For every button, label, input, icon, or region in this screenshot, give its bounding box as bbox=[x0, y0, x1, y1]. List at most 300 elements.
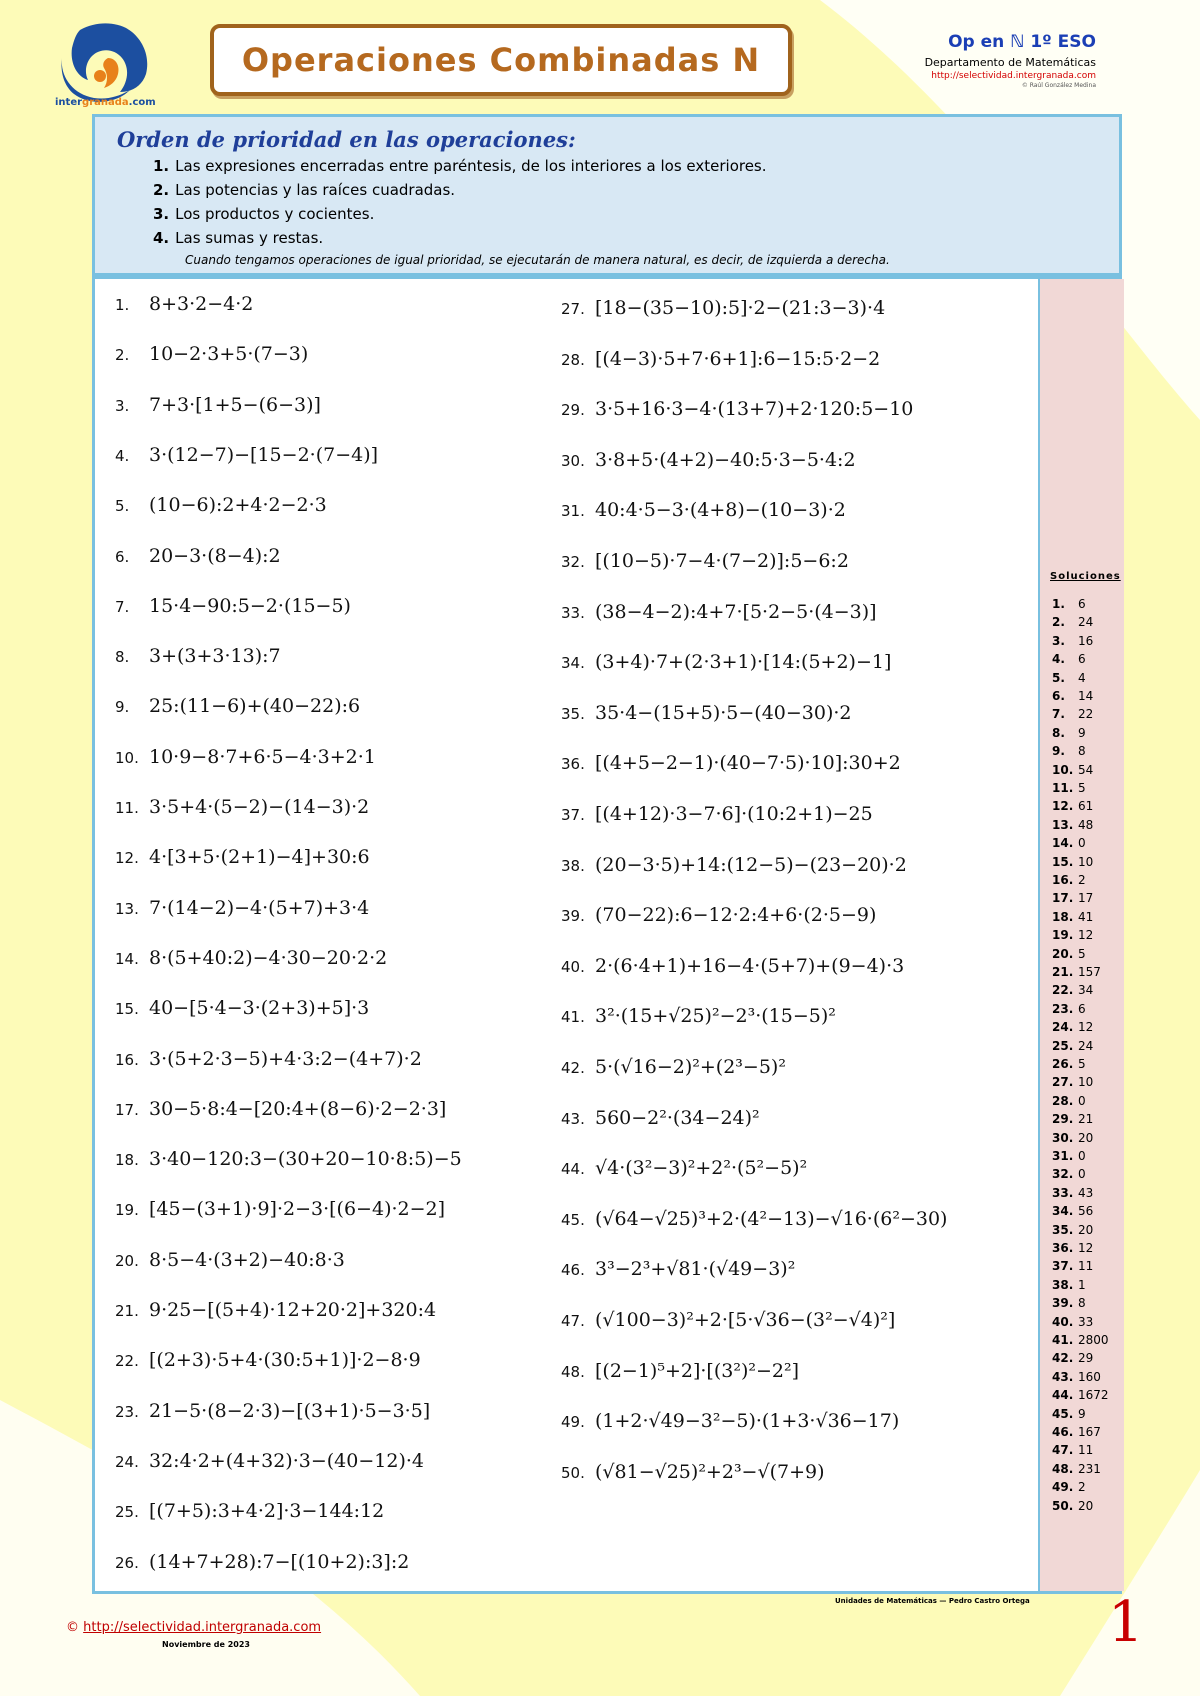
solution-item bbox=[1052, 1057, 1086, 1071]
exercise-item bbox=[561, 854, 907, 876]
exercise-item bbox=[115, 897, 369, 919]
rule-text: Las potencias y las raíces cuadradas. bbox=[175, 181, 456, 199]
solution-item bbox=[1052, 1167, 1086, 1181]
exercise-number: 4. bbox=[115, 446, 130, 465]
solution-value: 2800 bbox=[1078, 1333, 1109, 1347]
exercise-item bbox=[561, 348, 880, 370]
exercise-item bbox=[115, 595, 351, 617]
solution-number: 12. bbox=[1052, 799, 1074, 814]
solution-value: 0 bbox=[1078, 1093, 1086, 1108]
exercise-expression: 8·(5+40:2)−4·30−20·2·2 bbox=[149, 946, 388, 969]
exercise-number: 7. bbox=[115, 597, 130, 616]
author-label: © Raúl González Medina bbox=[1021, 82, 1096, 89]
solution-number: 38. bbox=[1052, 1277, 1074, 1292]
exercise-number: 37. bbox=[561, 806, 585, 824]
exercise-item bbox=[115, 293, 253, 315]
exercise-expression: (14+7+28):7−[(10+2):3]:2 bbox=[149, 1550, 410, 1573]
exercise-expression: 20−3·(8−4):2 bbox=[149, 544, 281, 567]
solution-number: 20. bbox=[1052, 946, 1074, 961]
solution-value: 8 bbox=[1078, 744, 1086, 759]
solution-number: 31. bbox=[1052, 1149, 1074, 1163]
exercise-expression: 10·9−8·7+6·5−4·3+2·1 bbox=[149, 745, 376, 768]
exercise-number: 6. bbox=[115, 547, 130, 566]
exercise-number: 44. bbox=[561, 1160, 585, 1179]
exercise-number: 29. bbox=[561, 401, 585, 420]
exercise-item bbox=[115, 746, 376, 768]
solution-item bbox=[1052, 910, 1093, 924]
footer-url[interactable] bbox=[66, 1620, 321, 1635]
solution-item bbox=[1052, 1259, 1093, 1273]
solution-value: 24 bbox=[1078, 615, 1094, 630]
solution-item bbox=[1052, 1186, 1093, 1200]
solution-item bbox=[1052, 1462, 1101, 1476]
exercise-item bbox=[561, 1309, 895, 1331]
logo-text-granada: granada bbox=[82, 97, 129, 108]
exercise-item bbox=[115, 494, 327, 516]
solution-item bbox=[1052, 1499, 1093, 1513]
exercise-number: 32. bbox=[561, 553, 585, 571]
solution-value: 11 bbox=[1078, 1443, 1094, 1458]
exercise-item bbox=[115, 1500, 384, 1522]
exercise-number: 13. bbox=[115, 899, 139, 918]
title-box bbox=[210, 24, 792, 96]
solution-item bbox=[1052, 1131, 1093, 1145]
solution-number: 5. bbox=[1052, 670, 1065, 685]
solution-value: 14 bbox=[1078, 689, 1094, 703]
exercise-expression: (20−3·5)+14:(12−5)−(23−20)·2 bbox=[595, 853, 907, 876]
solution-number: 36. bbox=[1052, 1241, 1074, 1255]
solution-number: 1. bbox=[1052, 597, 1065, 611]
solution-number: 4. bbox=[1052, 652, 1065, 667]
exercise-item bbox=[115, 1198, 445, 1220]
exercise-number: 48. bbox=[561, 1362, 585, 1381]
solution-item bbox=[1052, 1351, 1093, 1365]
exercise-expression: [45−(3+1)·9]·2−3·[(6−4)·2−2] bbox=[149, 1198, 446, 1221]
solution-value: 6 bbox=[1078, 652, 1086, 667]
exercise-item bbox=[561, 398, 913, 420]
rule-item bbox=[153, 181, 455, 199]
exercise-item bbox=[115, 1148, 462, 1170]
rules-title: Orden de prioridad en las operaciones: bbox=[117, 127, 576, 152]
solution-value: 48 bbox=[1078, 817, 1094, 832]
solution-item bbox=[1052, 983, 1093, 997]
exercise-number: 40. bbox=[561, 957, 585, 976]
exercise-number: 33. bbox=[561, 603, 585, 622]
solution-value: 41 bbox=[1078, 909, 1094, 924]
exercise-item bbox=[561, 1258, 795, 1280]
solution-number: 17. bbox=[1052, 891, 1074, 906]
exercise-item bbox=[561, 550, 849, 572]
exercise-item bbox=[561, 1056, 786, 1078]
exercise-number: 31. bbox=[561, 502, 585, 521]
solution-number: 7. bbox=[1052, 707, 1065, 722]
exercise-item bbox=[561, 1107, 760, 1129]
solution-value: 5 bbox=[1078, 781, 1086, 795]
exercise-item bbox=[561, 601, 877, 623]
exercise-item bbox=[115, 1400, 430, 1422]
solution-value: 54 bbox=[1078, 762, 1094, 777]
solution-value: 33 bbox=[1078, 1314, 1094, 1329]
exercise-expression: (1+2·√49−3²−5)·(1+3·√36−17) bbox=[595, 1410, 900, 1433]
exercise-number: 11. bbox=[115, 799, 139, 817]
exercise-item bbox=[115, 947, 387, 969]
solution-number: 24. bbox=[1052, 1020, 1074, 1035]
rule-note: Cuando tengamos operaciones de igual prioridad, se ejecutarán de manera natural, es decir, de izquierda a derecha. bbox=[185, 253, 890, 267]
rule-number: 1. bbox=[153, 157, 170, 175]
logo-text-inter: inter bbox=[55, 97, 83, 108]
exercise-expression: 3·(12−7)−[15−2·(7−4)] bbox=[149, 443, 379, 466]
solution-number: 47. bbox=[1052, 1443, 1074, 1458]
exercise-number: 25. bbox=[115, 1503, 139, 1522]
exercise-expression: √4·(3²−3)²+2²·(5²−5)² bbox=[595, 1157, 808, 1180]
solution-number: 2. bbox=[1052, 615, 1065, 630]
exercise-expression: [(4−3)·5+7·6+1]:6−15:5·2−2 bbox=[595, 347, 881, 370]
solution-value: 167 bbox=[1078, 1425, 1101, 1439]
solution-value: 5 bbox=[1078, 946, 1086, 961]
page-title: Operaciones Combinadas N bbox=[241, 41, 761, 79]
exercise-expression: 25:(11−6)+(40−22):6 bbox=[149, 695, 361, 718]
exercise-number: 39. bbox=[561, 907, 585, 926]
exercise-number: 21. bbox=[115, 1302, 139, 1320]
exercise-number: 24. bbox=[115, 1452, 139, 1471]
solution-item bbox=[1052, 707, 1093, 721]
solution-number: 41. bbox=[1052, 1333, 1074, 1347]
exercise-item bbox=[561, 1005, 836, 1027]
solution-item bbox=[1052, 1315, 1093, 1329]
exercise-number: 41. bbox=[561, 1008, 585, 1027]
exercise-item bbox=[561, 702, 852, 724]
solution-value: 20 bbox=[1078, 1498, 1094, 1513]
exercise-expression: (√81−√25)²+2³−√(7+9) bbox=[595, 1460, 825, 1483]
solution-item bbox=[1052, 965, 1101, 979]
exercise-expression: 7+3·[1+5−(6−3)] bbox=[149, 393, 321, 416]
solution-item bbox=[1052, 928, 1093, 942]
solution-number: 15. bbox=[1052, 854, 1074, 869]
solution-number: 25. bbox=[1052, 1038, 1074, 1053]
solution-item bbox=[1052, 689, 1093, 703]
rule-item bbox=[153, 157, 767, 175]
exercise-expression: [(4+5−2−1)·(40−7·5)·10]:30+2 bbox=[595, 752, 901, 775]
solution-item bbox=[1052, 947, 1086, 961]
exercise-expression: 4·[3+5·(2+1)−4]+30:6 bbox=[149, 846, 370, 869]
exercise-expression: 35·4−(15+5)·5−(40−30)·2 bbox=[595, 701, 852, 724]
solution-number: 34. bbox=[1052, 1204, 1074, 1219]
exercise-item bbox=[115, 796, 369, 818]
exercise-number: 22. bbox=[115, 1352, 139, 1371]
solution-number: 19. bbox=[1052, 928, 1074, 943]
solution-value: 9 bbox=[1078, 1406, 1086, 1421]
exercise-item bbox=[115, 1450, 424, 1472]
exercise-expression: 10−2·3+5·(7−3) bbox=[149, 343, 309, 366]
solution-value: 0 bbox=[1078, 1149, 1086, 1163]
exercise-number: 10. bbox=[115, 748, 139, 767]
solution-value: 0 bbox=[1078, 1167, 1086, 1182]
solution-value: 1672 bbox=[1078, 1388, 1109, 1403]
header-url[interactable]: http://selectividad.intergranada.com bbox=[931, 71, 1096, 81]
exercise-expression: (√100−3)²+2·[5·√36−(3²−√4)²] bbox=[595, 1309, 896, 1331]
solution-value: 157 bbox=[1078, 965, 1101, 979]
solution-number: 14. bbox=[1052, 836, 1074, 851]
solution-item bbox=[1052, 1480, 1086, 1494]
exercise-item bbox=[115, 1048, 422, 1070]
solution-item bbox=[1052, 1223, 1093, 1237]
exercise-expression: 3·8+5·(4+2)−40:5·3−5·4:2 bbox=[595, 448, 856, 471]
exercise-expression: [(2−1)⁵+2]·[(3²)²−2²] bbox=[595, 1359, 800, 1382]
solution-value: 10 bbox=[1078, 854, 1094, 869]
header-info bbox=[925, 32, 1096, 89]
solution-item bbox=[1052, 1407, 1086, 1421]
solution-value: 10 bbox=[1078, 1075, 1094, 1090]
exercise-item bbox=[115, 444, 378, 466]
exercise-item bbox=[115, 1098, 446, 1120]
exercise-expression: 3³−2³+√81·(√49−3)² bbox=[595, 1258, 796, 1281]
exercise-expression: [(2+3)·5+4·(30:5+1)]·2−8·9 bbox=[149, 1349, 421, 1372]
exercise-item bbox=[115, 846, 370, 868]
solution-item bbox=[1052, 671, 1086, 685]
exercise-item bbox=[115, 1551, 409, 1573]
footer-link[interactable]: http://selectividad.intergranada.com bbox=[83, 1620, 322, 1635]
exercise-number: 23. bbox=[115, 1402, 139, 1421]
solution-item bbox=[1052, 855, 1093, 869]
solution-number: 30. bbox=[1052, 1130, 1074, 1145]
solution-value: 61 bbox=[1078, 799, 1094, 814]
solution-item bbox=[1052, 836, 1086, 850]
exercise-expression: 9·25−[(5+4)·12+20·2]+320:4 bbox=[149, 1299, 437, 1321]
exercise-item bbox=[561, 449, 856, 471]
exercise-expression: 30−5·8:4−[20:4+(8−6)·2−2·3] bbox=[149, 1097, 447, 1120]
solution-number: 13. bbox=[1052, 817, 1074, 832]
department-label: Departamento de Matemáticas bbox=[924, 56, 1096, 69]
solution-number: 49. bbox=[1052, 1480, 1074, 1495]
solution-item bbox=[1052, 726, 1086, 740]
solution-item bbox=[1052, 744, 1086, 758]
exercise-number: 1. bbox=[115, 296, 130, 314]
solution-number: 29. bbox=[1052, 1112, 1074, 1127]
logo-text-com: .com bbox=[128, 97, 156, 108]
solution-number: 35. bbox=[1052, 1222, 1074, 1237]
exercise-expression: 40−[5·4−3·(2+3)+5]·3 bbox=[149, 997, 370, 1020]
solution-value: 12 bbox=[1078, 928, 1094, 943]
exercise-expression: 8+3·2−4·2 bbox=[149, 293, 254, 315]
logo-text bbox=[55, 97, 156, 108]
solution-value: 11 bbox=[1078, 1259, 1094, 1274]
exercise-expression: [(4+12)·3−7·6]·(10:2+1)−25 bbox=[595, 803, 873, 825]
solution-number: 8. bbox=[1052, 725, 1065, 740]
solution-number: 32. bbox=[1052, 1167, 1074, 1182]
exercise-expression: [(10−5)·7−4·(7−2)]:5−6:2 bbox=[595, 550, 849, 572]
exercise-number: 35. bbox=[561, 704, 585, 723]
page-number: 1 bbox=[1108, 1590, 1144, 1655]
exercise-expression: 21−5·(8−2·3)−[(3+1)·5−3·5] bbox=[149, 1399, 431, 1422]
exercise-number: 18. bbox=[115, 1151, 139, 1170]
exercise-item bbox=[115, 1299, 436, 1321]
rule-number: 4. bbox=[153, 229, 170, 247]
solution-value: 22 bbox=[1078, 707, 1094, 722]
exercise-number: 47. bbox=[561, 1312, 585, 1330]
exercise-number: 12. bbox=[115, 849, 139, 868]
priority-rules-box bbox=[92, 114, 1122, 276]
exercise-expression: [(7+5):3+4·2]·3−144:12 bbox=[149, 1500, 385, 1523]
exercise-number: 8. bbox=[115, 648, 130, 667]
exercise-item bbox=[561, 1360, 799, 1382]
solution-value: 6 bbox=[1078, 597, 1086, 611]
solution-item bbox=[1052, 763, 1093, 777]
solution-number: 46. bbox=[1052, 1425, 1074, 1439]
exercise-item bbox=[115, 695, 360, 717]
exercise-expression: 560−2²·(34−24)² bbox=[595, 1106, 760, 1129]
exercise-item bbox=[115, 997, 369, 1019]
exercise-number: 20. bbox=[115, 1251, 139, 1270]
solution-item bbox=[1052, 615, 1093, 629]
exercise-number: 49. bbox=[561, 1413, 585, 1432]
solution-number: 23. bbox=[1052, 1001, 1074, 1016]
solution-item bbox=[1052, 1002, 1086, 1016]
rule-number: 3. bbox=[153, 205, 170, 223]
solution-item bbox=[1052, 1425, 1101, 1439]
rule-text: Los productos y cocientes. bbox=[175, 205, 375, 223]
exercise-expression: 8·5−4·(3+2)−40:8·3 bbox=[149, 1248, 345, 1271]
exercise-item bbox=[561, 904, 876, 926]
exercise-item bbox=[115, 545, 281, 567]
solution-item bbox=[1052, 1333, 1109, 1347]
solution-number: 3. bbox=[1052, 633, 1065, 648]
solution-value: 0 bbox=[1078, 836, 1086, 851]
exercise-number: 26. bbox=[115, 1553, 139, 1572]
exercise-item bbox=[561, 499, 846, 521]
solution-item bbox=[1052, 1204, 1093, 1218]
solutions-title: Soluciones bbox=[1050, 571, 1121, 582]
solution-number: 11. bbox=[1052, 781, 1074, 795]
solution-item bbox=[1052, 1370, 1101, 1384]
solution-item bbox=[1052, 1241, 1093, 1255]
solution-value: 231 bbox=[1078, 1461, 1101, 1476]
exercise-item bbox=[561, 752, 901, 774]
solution-number: 21. bbox=[1052, 965, 1074, 979]
exercise-item bbox=[115, 645, 281, 667]
rule-text: Las sumas y restas. bbox=[175, 229, 324, 247]
exercise-item bbox=[115, 1349, 421, 1371]
solution-item bbox=[1052, 1094, 1086, 1108]
exercise-expression: 3+(3+3·13):7 bbox=[149, 645, 281, 668]
solution-value: 5 bbox=[1078, 1057, 1086, 1071]
solution-item bbox=[1052, 873, 1086, 887]
exercise-number: 36. bbox=[561, 755, 585, 774]
rule-item bbox=[153, 229, 323, 247]
exercise-item bbox=[115, 1249, 345, 1271]
solution-value: 160 bbox=[1078, 1369, 1101, 1384]
solution-value: 34 bbox=[1078, 983, 1094, 998]
exercise-number: 30. bbox=[561, 451, 585, 470]
solution-number: 37. bbox=[1052, 1259, 1074, 1274]
exercise-number: 43. bbox=[561, 1109, 585, 1128]
rule-number: 2. bbox=[153, 181, 170, 199]
exercise-number: 28. bbox=[561, 350, 585, 369]
solution-value: 43 bbox=[1078, 1185, 1094, 1200]
exercise-expression: 3·(5+2·3−5)+4·3:2−(4+7)·2 bbox=[149, 1047, 422, 1070]
exercise-number: 16. bbox=[115, 1050, 139, 1069]
footer-note: Unidades de Matemáticas — Pedro Castro Ortega bbox=[835, 1597, 1030, 1605]
exercise-number: 2. bbox=[115, 346, 130, 365]
solution-item bbox=[1052, 1039, 1093, 1053]
solution-value: 29 bbox=[1078, 1351, 1094, 1366]
exercise-expression: 15·4−90:5−2·(15−5) bbox=[149, 594, 351, 617]
solution-value: 21 bbox=[1078, 1112, 1094, 1127]
footer-date: Noviembre de 2023 bbox=[162, 1640, 250, 1649]
exercise-item bbox=[561, 651, 891, 673]
exercise-number: 15. bbox=[115, 1000, 139, 1019]
exercise-number: 50. bbox=[561, 1463, 585, 1482]
exercise-number: 46. bbox=[561, 1261, 585, 1280]
exercise-item bbox=[561, 955, 904, 977]
solution-number: 18. bbox=[1052, 909, 1074, 924]
exercise-expression: 3²·(15+√25)²−2³·(15−5)² bbox=[595, 1005, 836, 1028]
solution-value: 12 bbox=[1078, 1241, 1094, 1255]
exercise-expression: 3·5+4·(5−2)−(14−3)·2 bbox=[149, 796, 370, 818]
solution-number: 27. bbox=[1052, 1075, 1074, 1090]
solution-number: 28. bbox=[1052, 1093, 1074, 1108]
exercise-item bbox=[561, 297, 885, 319]
solution-number: 43. bbox=[1052, 1369, 1074, 1384]
solution-value: 6 bbox=[1078, 1001, 1086, 1016]
copyright-symbol: © bbox=[66, 1620, 84, 1635]
exercise-item bbox=[115, 343, 308, 365]
solution-value: 24 bbox=[1078, 1038, 1094, 1053]
exercise-item bbox=[561, 1410, 899, 1432]
exercise-number: 5. bbox=[115, 497, 130, 516]
exercise-number: 14. bbox=[115, 949, 139, 968]
exercise-expression: 7·(14−2)−4·(5+7)+3·4 bbox=[149, 896, 370, 919]
rule-item bbox=[153, 205, 374, 223]
solution-number: 9. bbox=[1052, 744, 1065, 759]
exercise-expression: 2·(6·4+1)+16−4·(5+7)+(9−4)·3 bbox=[595, 954, 905, 977]
solution-value: 20 bbox=[1078, 1222, 1094, 1237]
solution-value: 56 bbox=[1078, 1204, 1094, 1219]
solution-value: 1 bbox=[1078, 1277, 1086, 1292]
exercise-number: 17. bbox=[115, 1100, 139, 1119]
exercise-expression: [18−(35−10):5]·2−(21:3−3)·4 bbox=[595, 297, 886, 319]
solution-item bbox=[1052, 1075, 1093, 1089]
exercise-item bbox=[561, 1208, 947, 1230]
rule-text: Las expresiones encerradas entre paréntesis, de los interiores a los exteriores. bbox=[175, 157, 767, 175]
exercise-item bbox=[561, 1461, 825, 1483]
solution-value: 2 bbox=[1078, 873, 1086, 887]
solution-number: 6. bbox=[1052, 689, 1065, 703]
exercise-expression: 3·40−120:3−(30+20−10·8:5)−5 bbox=[149, 1148, 462, 1171]
solution-number: 48. bbox=[1052, 1461, 1074, 1476]
solution-item bbox=[1052, 1112, 1093, 1126]
solution-value: 20 bbox=[1078, 1130, 1094, 1145]
solution-item bbox=[1052, 799, 1093, 813]
exercise-expression: 5·(√16−2)²+(2³−5)² bbox=[595, 1056, 786, 1078]
solution-value: 17 bbox=[1078, 891, 1094, 906]
solution-item bbox=[1052, 1020, 1093, 1034]
solution-number: 45. bbox=[1052, 1406, 1074, 1421]
exercise-expression: (38−4−2):4+7·[5·2−5·(4−3)] bbox=[595, 600, 877, 623]
exercise-expression: (70−22):6−12·2:4+6·(2·5−9) bbox=[595, 904, 877, 927]
exercise-number: 38. bbox=[561, 856, 585, 875]
solution-item bbox=[1052, 652, 1086, 666]
exercise-number: 34. bbox=[561, 654, 585, 673]
solution-number: 40. bbox=[1052, 1314, 1074, 1329]
solution-value: 4 bbox=[1078, 670, 1086, 685]
solution-number: 33. bbox=[1052, 1185, 1074, 1200]
exercise-number: 9. bbox=[115, 698, 130, 717]
course-label: Op en ℕ 1º ESO bbox=[948, 32, 1096, 52]
exercises-panel bbox=[92, 276, 1122, 1594]
solution-number: 26. bbox=[1052, 1057, 1074, 1071]
solution-item bbox=[1052, 597, 1086, 611]
solution-value: 9 bbox=[1078, 725, 1086, 740]
